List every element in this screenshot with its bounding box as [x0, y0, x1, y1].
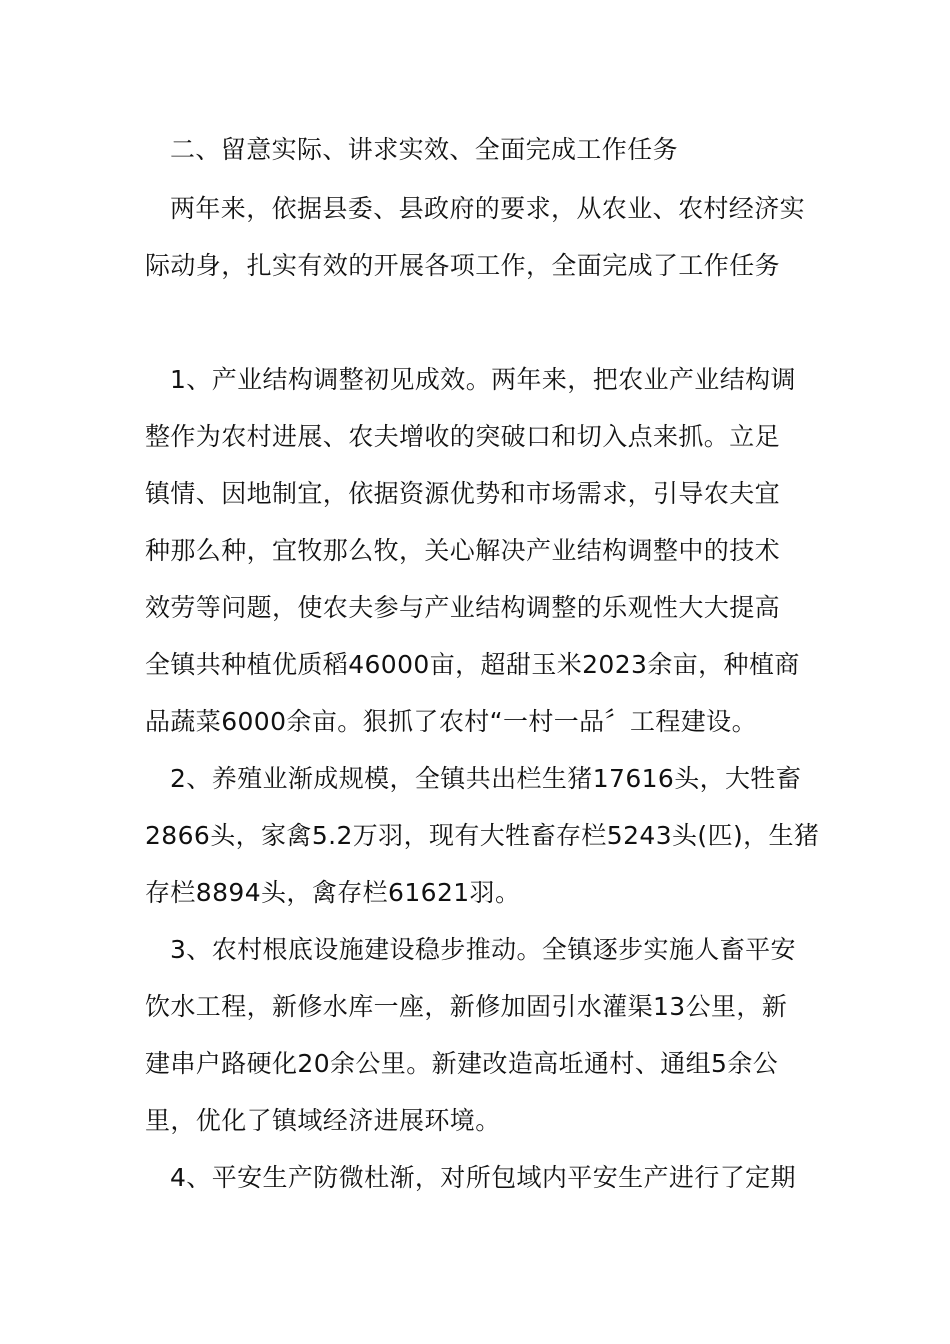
- item1-line: 品蔬菜6000余亩。狠抓了农村“一村一品〞工程建设。: [145, 707, 757, 736]
- item1-line: 整作为农村进展、农夫增收的突破口和切入点来抓。立足: [145, 422, 781, 451]
- item3-line: 饮水工程，新修水库一座，新修加固引水灌渠13公里，新: [145, 992, 788, 1021]
- item1-line: 全镇共种植优质稻46000亩，超甜玉米2023余亩，种植商: [145, 650, 800, 679]
- item3-line: 3、农村根底设施建设稳步推动。全镇逐步实施人畜平安: [170, 935, 796, 964]
- intro-line: 两年来，依据县委、县政府的要求，从农业、农村经济实: [170, 194, 806, 223]
- item1-line: 种那么种，宜牧那么牧，关心解决产业结构调整中的技术: [145, 536, 781, 565]
- item1-line: 效劳等问题，使农夫参与产业结构调整的乐观性大大提高: [145, 593, 781, 622]
- item2-line: 2、养殖业渐成规模，全镇共出栏生猪17616头，大牲畜: [170, 764, 802, 793]
- section-heading: 二、留意实际、讲求实效、全面完成工作任务: [170, 135, 679, 164]
- item3-line: 建串户路硬化20余公里。新建改造高坵通村、通组5余公: [145, 1049, 779, 1078]
- item3-line: 里，优化了镇域经济进展环境。: [145, 1106, 501, 1135]
- intro-line: 际动身，扎实有效的开展各项工作，全面完成了工作任务: [145, 251, 781, 280]
- item2-line: 存栏8894头，禽存栏61621羽。: [145, 878, 521, 907]
- item2-line: 2866头，家禽5.2万羽，现有大牲畜存栏5243头(匹)，生猪: [145, 821, 820, 850]
- item4-line: 4、平安生产防微杜渐，对所包域内平安生产进行了定期: [170, 1163, 796, 1192]
- item1-line: 1、产业结构调整初见成效。两年来，把农业产业结构调: [170, 365, 796, 394]
- item1-line: 镇情、因地制宜，依据资源优势和市场需求，引导农夫宜: [145, 479, 781, 508]
